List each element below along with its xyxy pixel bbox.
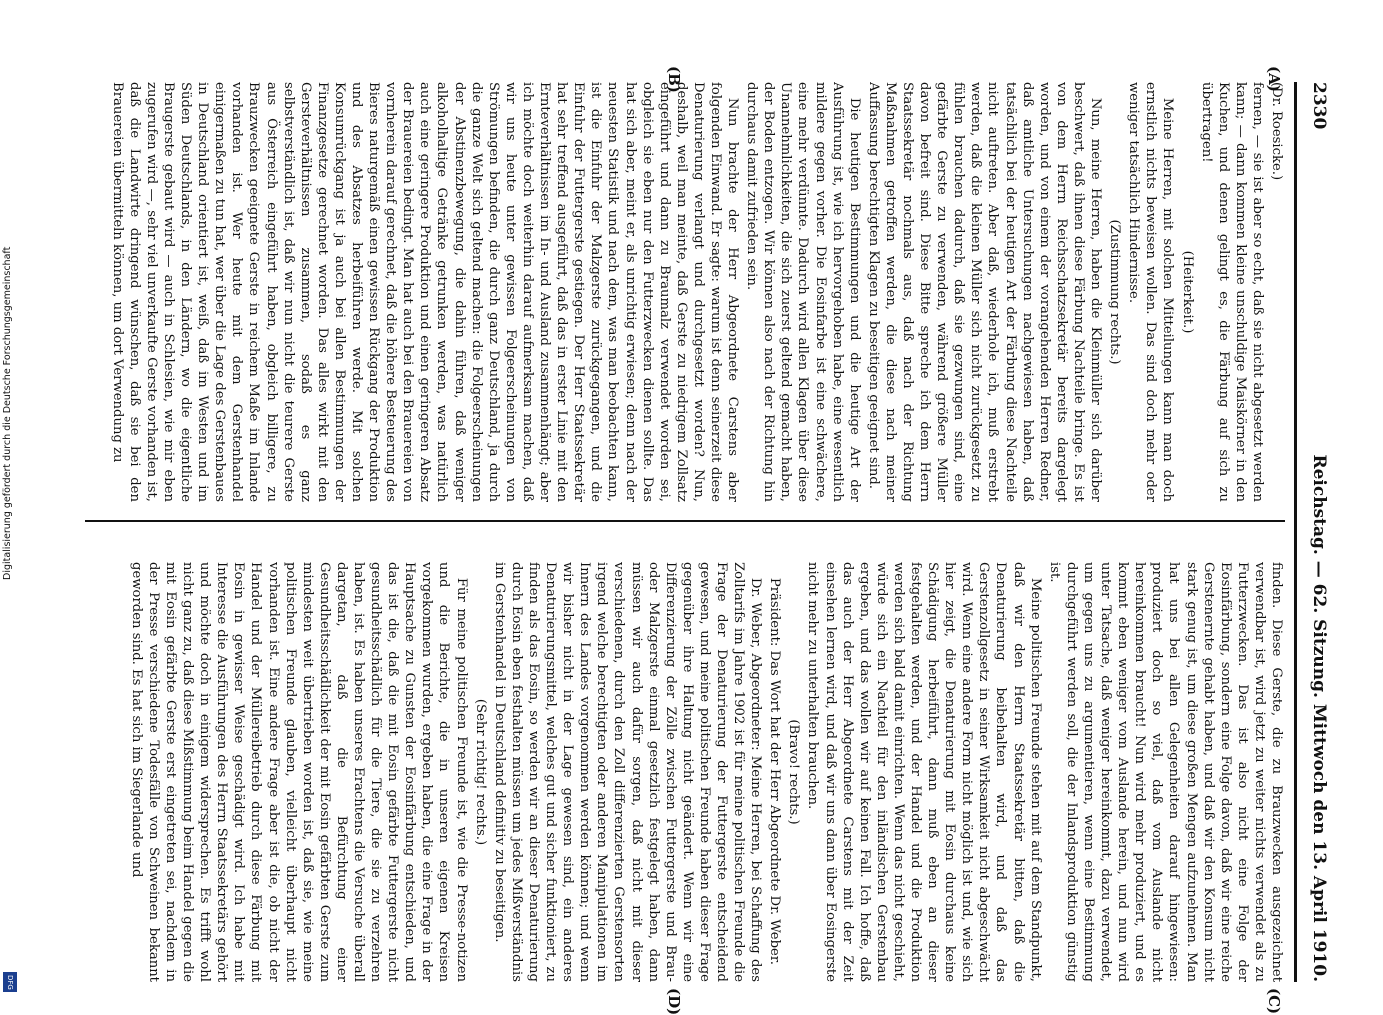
paragraph: Für meine politischen Freunde ist, wie die Presse-notizen und die Berichte, die in unseren eigenen Kreisen vorgekommen wurden, ergeben haben, die eine Frage in der Hauptsache zu Gunsten der Eosinfärbung entschieden, und das ist die, daß die mit Eosin gefärbte Futtergerste nicht gesundheitsschädlich für die Tiere, die sie zu verzehren haben, ist. Es haben unseres Erachtens die Versuche überall dargetan, daß die Befürchtung einer Gesundheitsschädlichkeit der mit Eosin gefärbten Gerste zum mindesten weit übertrieben worden ist, daß sie, wie meine politischen Freunde glauben, vielleicht überhaupt nicht vorhanden ist. Eine andere Frage aber ist die, ob nicht der Handel und der Müllereibetrieb durch diese Färbung mit Eosin in gewisser Weise geschädigt wird. Ich habe mit Interesse die Ausführungen des Herrn Staatssekretärs gehört und möchte doch in einigem widersprechen. Es trifft wohl nicht ganz zu, daß diese Mißstimmung beim Handel gegen die mit Eosin gefärbte Gerste erst eingetreten sei, nachdem in der Presse verschiedene Todesfälle von Schweinen bekannt geworden sind. Es hat sich im Siegerlande und (128, 562, 469, 982)
president-statement: Präsident: Das Wort hat der Herr Abgeordnete Dr. Weber. (767, 577, 783, 965)
margin-letter-a: (A) (1265, 66, 1283, 92)
interjection: (Sehr richtig! rechts.) (472, 698, 488, 846)
header-rule (1294, 82, 1297, 982)
paragraph: finden. Diese Gerste, die zu Brauzwecken ausgezeichnet verwendbar ist, wird jetzt zu weiter nichts verwendet als zu Futterzwecken. Das ist also nicht eine Folge der Eosinfärbung, sondern eine Folge davon, daß wir eine reiche Gerstenernte gehabt haben, und daß wir den Konsum nicht stark genug ist, um diese großen Mengen aufzunehmen. Man hat uns bei allen Gelegenheiten darauf hingewiesen: produziert doch so viel, daß vom Auslande nicht hereinkommen braucht! Nun wird mehr produziert, und es kommt eben weniger vom Auslande herein, und nun wird unter Tatsache, daß weniger hereinkommt, dazu verwendet, um gegen uns zu argumentieren, wenn eine Bestimmung durchgeführt werden soll, die der Inlandsproduktion günstig ist. (1046, 562, 1284, 982)
speaker-tag: (Dr. Roesicke.) (1269, 82, 1284, 181)
digitization-credit (2, 0, 22, 1000)
paragraph: Meine politischen Freunde stehen mit auf dem Standpunkt, daß wir den Herrn Staatssekretär bitten, daß die Denaturierung beibehalten wird, und daß das Gerstenzollgesetz in seiner Wirksamkeit nicht abgeschwächt wird. Wenn eine andere Form nicht möglich ist und, wie sich hier zeigt, die Denaturierung mit Eosin durchaus keine Schädigung herbeiführt, dann muß eben an dieser festgehalten werden, und der Handel und die Produktion werden sich bald damit einrichten. Wenn das nicht geschieht, würde sich ein Nachteil für den inländischen Gerstenbau ergeben, und das wollen wir auf keinen Fall. Ich hoffe, daß das auch der Herr Abgeordnete Carstens mit der Zeit einsehen lernen wird, und daß wir uns dann über Eosingerste nicht mehr zu unterhalten brauchen. (805, 562, 1043, 982)
dfg-logo: DFG (3, 972, 17, 992)
interjection: (Bravo! rechts.) (786, 719, 802, 825)
right-column (85, 562, 1285, 982)
paragraph: Dr. Weber, Abgeordneter: Meine Herren, bei Schaffung des Zolltarifs im Jahre 1902 ist für meine politischen Freunde die Frage der Denaturierung der Futtergerste entscheidend gewesen, und meine politischen Freunde haben dieser Frage gegenüber ihre Haltung nicht geändert. Wenn wir eine Differenzierung der Zölle zwischen Futtergerste und Brau- oder Malzgerste einmal gesetzlich festgelegt haben, dann müssen wir auch dafür sorgen, daß nicht mit dieser verschiedenen, durch den Zoll differenzierten Gerstensorten irgend welche berechtigten oder anderen Manipulationen im Innern des Landes vorgenommen werden können; und wenn wir bisher nicht in der Lage gewesen sind, ein anderes Denaturierungsmittel, welches gut und sicher funktioniert, zu finden als das Eosin, so werden wir an dieser Denaturierung durch Eosin eben festhalten müssen um jedes Mißverständnis im Gerstenhandel in Deutschland definitiv zu beseitigen. (491, 562, 764, 982)
paragraph: Die heutigen Bestimmungen und die heutige Art der Ausführung ist, wie ich hervorgehoben habe, eine wesentlich mildere gegen vorher. Die Eosinfarbe ist eine schwächere, eine mehr verdünnte. Dadurch wird allen Klagen über diese Unannehmlichkeiten, die sich zuerst geltend gemacht haben, der Boden entzogen. Wir können also nach der Richtung hin durchaus damit zufrieden sein. (744, 82, 862, 502)
column-divider (85, 520, 1285, 522)
paragraph: fernen, — sie ist aber so echt, daß sie nicht abgesetzt werden kann; — dann kommen kleine unschuldige Maiskörner in den Kuchen, und denen gelingt es, die Färbung auf sich zu übertragen! (1198, 82, 1265, 502)
interjection: (Heiterkeit.) (1179, 250, 1195, 334)
paragraph: Nun brachte der Herr Abgeordnete Carstens aber folgenden Einwand. Er sagte: warum ist denn seinerzeit diese Denaturierung verlangt und durchgesetzt worden? Nun, deshalb, weil man meinte, daß Gerste zu niedrigem Zollsatz eingeführt und dann zu Braumalz verwendet worden sei, obgleich sie eben nur den Futterzwecken dienen sollte. Das hat sich aber, meint er, als unrichtig erwiesen; denn nach der neuesten Statistik und nach dem, was man beobachten kann, ist die Einfuhr der Malzgerste zurückgegangen, und die Einfuhr der Futtergerste gestiegen. Der Herr Staatssekretär hat sehr treffend ausgeführt, daß das in erster Linie mit den Ernteverhältnissen im In- und Ausland zusammenhängt; aber ich möchte doch weiterhin darauf aufmerksam machen, daß wir uns heute unter gewissen Folgeerscheinungen von Strömungen befinden, die durch ganz Deutschland, ja durch die ganze Welt sich geltend machen: die Folgeerscheinungen der Abstinenzbewegung, die dahin führen, daß weniger alkoholhaltige Getränke getrunken werden, was natürlich auch eine geringere Produktion und einen geringeren Absatz der Brauereien bedingt. Man hat auch bei den Brauereien von vornherein darauf gerechnet, daß die höhere Besteuerung des Bieres naturgemäß einen gewissen Rückgang der Produktion und des Absatzes herbeiführen werde. Mit solchen Konsumrückgang ist ja auch bei allen Bestimmungen der Finanzgesetze gerechnet worden. Das alles wirkt mit den Gersteverhältnissen zusammen, sodaß es ganz selbstverständlich ist, daß wir nun nicht die teurere Gerste aus Österreich eingeführt haben, obgleich billigere, zu Brauzwecken geeignete Gerste in reichem Maße im Inlande vorhanden ist. Wer heute mit dem Gerstenhandel einigermaßen zu tun hat, wer über die Lage des Gerstenbaues in Deutschland orientiert ist, weiß, daß im Westen und im Süden Deutschlands, in den Ländern, wo die eigentliche Braugerste gebaut wird — auch in Schlesien, wie mir eben zugerufen wird —, sehr viel unverkaufte Gerste vorhanden ist, daß die Landwirte dringend wünschen, daß sie bei den Brauereien übermitteln können, um dort Verwendung zu (109, 82, 741, 502)
running-title: Reichstag. — 62. Sitzung. Mittwoch den 13. April 1910. (1309, 454, 1329, 982)
credit-text: Digitalisierung gefördert durch die Deutsche Forschungsgemeinschaft (2, 246, 13, 580)
left-column (85, 82, 1285, 502)
page-number: 2330 (1309, 82, 1329, 130)
margin-letter-b: (B) (665, 66, 683, 93)
paragraph: Nun, meine Herren, haben die Kleinmüller sich darüber beschwert, daß ihnen diese Färbung Nachteile bringe. Es ist von dem Herrn Reichsschatzsekretär bereits dargelegt worden, und von einem der vorangehenden Herren Redner, daß amtliche Untersuchungen nachgewiesen haben, daß tatsächlich bei der heutigen Art der Färbung diese Nachteile nicht auftreten. Aber daß, wiederhole ich, muß erstrebt werden, daß die kleinen Müller sich nicht zurückgesetzt zu fühlen brauchen dadurch, daß sie gezwungen sind, eine gefärbte Gerste zu verwenden, während größere Müller davon befreit sind. Diese Bitte spreche ich dem Herrn Staatssekretär nochmals aus, daß nach der Richtung Maßnahmen getroffen werden, die diese nach meiner Auffassung berechtigten Klagen zu beseitigen geeignet sind. (865, 82, 1104, 502)
page-header (1299, 82, 1339, 982)
interjection: (Zustimmung rechts.) (1107, 219, 1123, 365)
margin-letter-c: (C) (1265, 988, 1283, 1015)
margin-letter-d: (D) (665, 988, 683, 1015)
paragraph: Meine Herren, mit solchen Mitteilungen kann man doch ernstlich nichts beweisen wollen. Das sind doch mehr oder weniger tatsächlich Hindernisse. (1126, 82, 1176, 502)
